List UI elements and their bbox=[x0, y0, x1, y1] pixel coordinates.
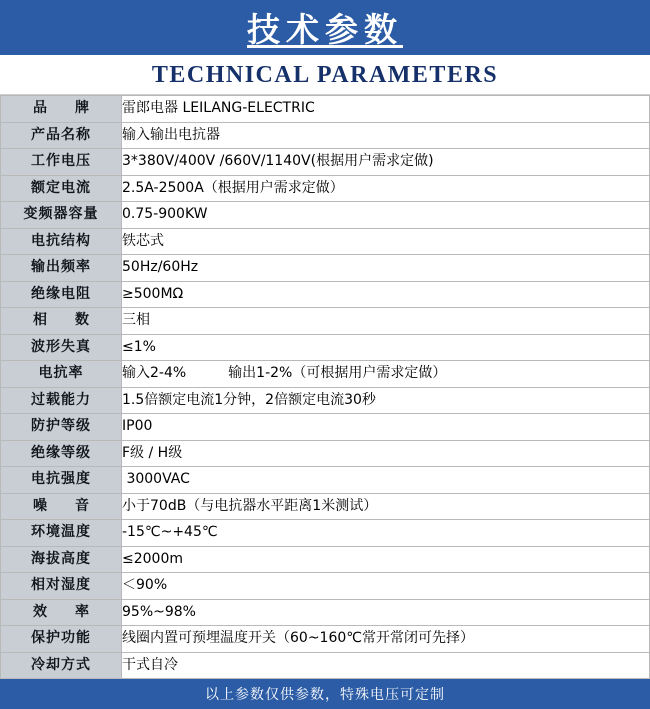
table-row bbox=[1, 149, 650, 176]
parameter-label: 电抗结构 bbox=[1, 228, 122, 255]
table-row bbox=[1, 255, 650, 282]
parameter-value: ≥500MΩ bbox=[122, 281, 650, 308]
parameter-value: 铁芯式 bbox=[122, 228, 650, 255]
page-subheader bbox=[0, 57, 650, 95]
parameter-value: 95%~98% bbox=[122, 599, 650, 626]
parameter-value: 50Hz/60Hz bbox=[122, 255, 650, 282]
parameter-value: IP00 bbox=[122, 414, 650, 441]
parameter-label: 过载能力 bbox=[1, 387, 122, 414]
parameter-value: -15℃~+45℃ bbox=[122, 520, 650, 547]
parameter-label: 效 率 bbox=[1, 599, 122, 626]
table-row bbox=[1, 652, 650, 679]
table-row bbox=[1, 546, 650, 573]
parameter-value: 干式自冷 bbox=[122, 652, 650, 679]
table-row bbox=[1, 520, 650, 547]
parameter-value: 输入2-4% 输出1-2%（可根据用户需求定做） bbox=[122, 361, 650, 388]
parameter-label: 电抗强度 bbox=[1, 467, 122, 494]
table-row bbox=[1, 440, 650, 467]
table-row bbox=[1, 467, 650, 494]
parameter-value: 1.5倍额定电流1分钟，2倍额定电流30秒 bbox=[122, 387, 650, 414]
parameter-value: ≤1% bbox=[122, 334, 650, 361]
parameter-label: 绝缘等级 bbox=[1, 440, 122, 467]
parameter-label: 电抗率 bbox=[1, 361, 122, 388]
parameter-label: 变频器容量 bbox=[1, 202, 122, 229]
parameter-value: 3000VAC bbox=[122, 467, 650, 494]
table-row bbox=[1, 334, 650, 361]
parameter-value: 小于70dB（与电抗器水平距离1米测试） bbox=[122, 493, 650, 520]
page-subtitle: TECHNICAL PARAMETERS bbox=[151, 62, 499, 88]
table-row bbox=[1, 122, 650, 149]
table-row bbox=[1, 308, 650, 335]
parameter-label: 噪 音 bbox=[1, 493, 122, 520]
parameter-value: 雷郎电器 LEILANG-ELECTRIC bbox=[122, 96, 650, 123]
parameter-label: 产品名称 bbox=[1, 122, 122, 149]
parameter-label: 绝缘电阻 bbox=[1, 281, 122, 308]
parameter-label: 品 牌 bbox=[1, 96, 122, 123]
parameter-value: 线圈内置可预埋温度开关（60~160℃常开常闭可先择） bbox=[122, 626, 650, 653]
parameter-label: 额定电流 bbox=[1, 175, 122, 202]
table-row bbox=[1, 228, 650, 255]
parameter-label: 海拔高度 bbox=[1, 546, 122, 573]
parameter-label: 防护等级 bbox=[1, 414, 122, 441]
parameters-table bbox=[0, 95, 650, 679]
parameter-label: 相对湿度 bbox=[1, 573, 122, 600]
table-row bbox=[1, 573, 650, 600]
table-row bbox=[1, 175, 650, 202]
table-row bbox=[1, 361, 650, 388]
table-row bbox=[1, 626, 650, 653]
page-title: 技术参数 bbox=[247, 10, 403, 49]
parameter-label: 环境温度 bbox=[1, 520, 122, 547]
table-row bbox=[1, 281, 650, 308]
footer-note: 以上参数仅供参数，特殊电压可定制 bbox=[205, 687, 445, 703]
parameter-value: 0.75-900KW bbox=[122, 202, 650, 229]
table-row bbox=[1, 96, 650, 123]
parameter-label: 相 数 bbox=[1, 308, 122, 335]
parameter-value: ＜90% bbox=[122, 573, 650, 600]
parameter-value: 输入输出电抗器 bbox=[122, 122, 650, 149]
parameter-value: 三相 bbox=[122, 308, 650, 335]
table-row bbox=[1, 599, 650, 626]
parameter-label: 波形失真 bbox=[1, 334, 122, 361]
parameter-value: ≤2000m bbox=[122, 546, 650, 573]
parameter-value: F级 / H级 bbox=[122, 440, 650, 467]
parameter-label: 工作电压 bbox=[1, 149, 122, 176]
table-row bbox=[1, 493, 650, 520]
parameter-value: 2.5A-2500A（根据用户需求定做） bbox=[122, 175, 650, 202]
parameter-label: 输出频率 bbox=[1, 255, 122, 282]
table-row bbox=[1, 387, 650, 414]
page-header bbox=[0, 0, 650, 57]
table-row bbox=[1, 414, 650, 441]
parameter-label: 冷却方式 bbox=[1, 652, 122, 679]
table-row bbox=[1, 202, 650, 229]
parameters-table-body bbox=[1, 96, 650, 679]
page-footer bbox=[0, 679, 650, 709]
parameter-value: 3*380V/400V /660V/1140V(根据用户需求定做) bbox=[122, 149, 650, 176]
parameter-label: 保护功能 bbox=[1, 626, 122, 653]
